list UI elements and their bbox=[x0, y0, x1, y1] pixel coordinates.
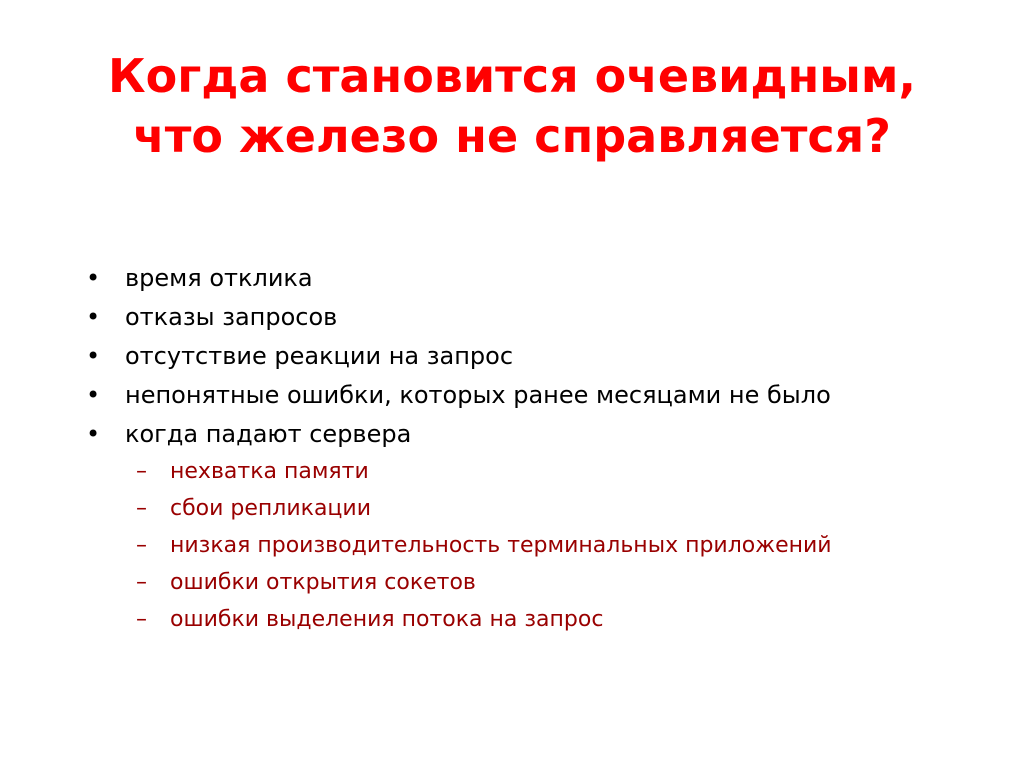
sub-text: ошибки открытия сокетов bbox=[170, 570, 476, 595]
slide-title: Когда становится очевидным, что железо не справляется? bbox=[108, 49, 916, 163]
bullet-item bbox=[82, 262, 962, 294]
bullet-text: отсутствие реакции на запрос bbox=[125, 342, 514, 370]
bullet-item bbox=[82, 340, 962, 372]
sub-text: нехватка памяти bbox=[170, 459, 369, 484]
bullet-text: отказы запросов bbox=[125, 303, 338, 331]
bullet-marker: • bbox=[86, 420, 101, 448]
bullet-marker: • bbox=[86, 342, 101, 370]
sub-item bbox=[132, 605, 932, 635]
sub-marker: – bbox=[136, 496, 147, 521]
bullet-list bbox=[82, 262, 962, 642]
sub-marker: – bbox=[136, 570, 147, 595]
sub-marker: – bbox=[136, 533, 147, 558]
bullet-item bbox=[82, 301, 962, 333]
sub-item bbox=[132, 494, 932, 524]
bullet-text: непонятные ошибки, которых ранее месяцами не было bbox=[125, 381, 831, 409]
sub-text: низкая производительность терминальных приложений bbox=[170, 533, 832, 558]
bullet-text: время отклика bbox=[125, 264, 313, 292]
sub-marker: – bbox=[136, 459, 147, 484]
sub-marker: – bbox=[136, 607, 147, 632]
bullet-marker: • bbox=[86, 264, 101, 292]
bullet-item bbox=[82, 379, 962, 411]
sub-item bbox=[132, 568, 932, 598]
sub-text: сбои репликации bbox=[170, 496, 371, 521]
sub-text: ошибки выделения потока на запрос bbox=[170, 607, 604, 632]
bullet-text: когда падают сервера bbox=[125, 420, 412, 448]
sub-list-container bbox=[82, 457, 962, 635]
sub-item bbox=[132, 531, 932, 561]
sub-item bbox=[132, 457, 932, 487]
bullet-marker: • bbox=[86, 303, 101, 331]
bullet-item bbox=[82, 418, 962, 450]
sub-list bbox=[132, 457, 932, 635]
bullet-marker: • bbox=[86, 381, 101, 409]
